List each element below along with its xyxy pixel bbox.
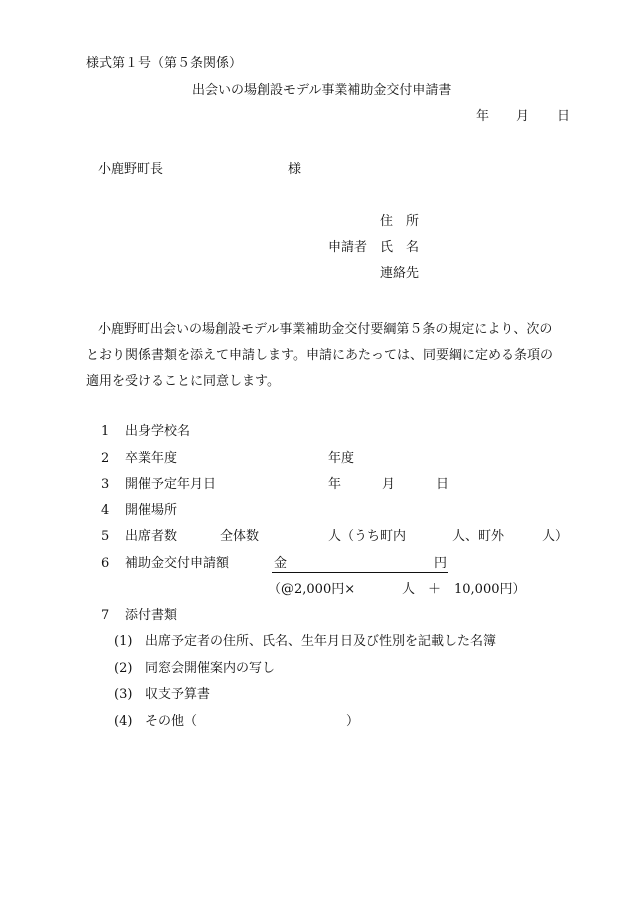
recipient-honorific: 様 [288, 162, 302, 177]
item-label: 開催場所 [125, 503, 178, 518]
attendees-close-label: 人） [542, 529, 569, 544]
applicant-name-label: 氏 名 [380, 240, 420, 255]
event-year-label: 年 [328, 477, 342, 492]
amount-calc-open: （@2,000円× [268, 582, 356, 597]
recipient-name: 小鹿野町長 [98, 162, 164, 177]
attachment-text: その他（ [145, 714, 198, 729]
date-year-label: 年 [476, 109, 490, 124]
amount-suffix: 円 [434, 556, 448, 571]
date-day-label: 日 [557, 109, 571, 124]
attendees-total-label: 全体数 [220, 529, 260, 544]
form-title: 出会いの場創設モデル事業補助金交付申請書 [192, 83, 452, 98]
attachment-number: (3) [114, 687, 133, 702]
applicant-label: 申請者 [328, 240, 368, 255]
body-paragraph [86, 317, 576, 395]
item-number: 5 [101, 529, 110, 544]
item-number: 3 [101, 477, 110, 492]
item-label: 補助金交付申請額 [125, 556, 230, 571]
item-number: 2 [101, 451, 110, 466]
amount-calc-mid: 人 ＋ 10,000円） [402, 582, 526, 597]
body-line: とおり関係書類を添えて申請します。申請にあたっては、同要綱に定める条項の [86, 348, 553, 363]
item-number: 6 [101, 556, 110, 571]
graduation-year-unit: 年度 [328, 451, 355, 466]
attachment-text: 収支予算書 [145, 687, 211, 702]
applicant-contact-label: 連絡先 [380, 266, 420, 281]
item-number: 7 [101, 608, 110, 623]
applicant-address-label: 住 所 [380, 214, 420, 229]
attachment-close-paren: ） [346, 714, 360, 729]
date-month-label: 月 [516, 109, 530, 124]
form-number: 様式第１号（第５条関係） [86, 56, 243, 71]
event-day-label: 日 [436, 477, 450, 492]
amount-underline [272, 572, 448, 573]
item-label: 卒業年度 [125, 451, 178, 466]
body-line: 適用を受けることに同意します。 [86, 374, 280, 389]
attachment-number: (4) [114, 714, 133, 729]
attachment-number: (2) [114, 661, 133, 676]
attachment-text: 同窓会開催案内の写し [145, 661, 276, 676]
item-number: 1 [101, 424, 110, 439]
attachment-number: (1) [114, 634, 133, 649]
item-label: 出身学校名 [125, 424, 191, 439]
item-label: 開催予定年月日 [125, 477, 217, 492]
event-month-label: 月 [382, 477, 396, 492]
attendees-outside-label: 人、町外 [452, 529, 505, 544]
amount-prefix: 金 [274, 556, 288, 571]
item-number: 4 [101, 503, 110, 518]
attachment-text: 出席予定者の住所、氏名、生年月日及び性別を記載した名簿 [145, 634, 497, 649]
item-label: 出席者数 [125, 529, 178, 544]
body-line: 小鹿野町出会いの場創設モデル事業補助金交付要綱第５条の規定により、次の [98, 322, 553, 337]
item-label: 添付書類 [125, 608, 178, 623]
attendees-inside-label: 人（うち町内 [328, 529, 407, 544]
